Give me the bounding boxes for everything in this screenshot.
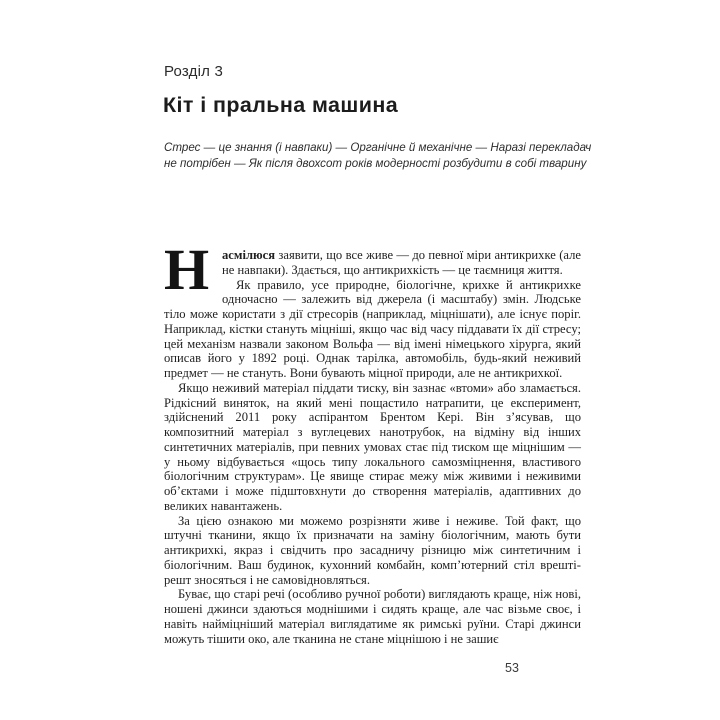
body-paragraph: Якщо неживий матеріал піддати тиску, він зазнає «втоми» або зламається. Рідкісний виняток, на який мені пощастило натрапити, це експеримент, здійснений 2011 року аспірантом Брентом Кері. Він з’ясував, що композитний матеріал з вуглецевих нанотрубок, на відміну від інших синтетичних матеріалів, при певних умовах стає під тиском ще міцнішим — у ньому відбувається «щось типу локального самозміцнення, властивого біологічним структурам». Це явище стирає межу між живими і неживими об’єктами і може підштовхнути до створення матеріалів, адаптивних до великих навантажень. <box>164 380 581 513</box>
body-paragraph: Як правило, усе природне, біологічне, крихке й антикрихке одночасно — залежить від джерела (і масштабу) змін. Людське тіло може користати з дії стресорів (наприклад, міцнішати), але існує поріг. Наприклад, кістки стануть міцніші, якщо час від часу піддавати їх дії стресу; цей механізм назвали законом Вольфа — від імені німецького хірурга, який описав його у 1892 році. Однак тарілка, автомобіль, будь-який неживий предмет — не стануть. Вони бувають міцної природи, але не антикрихкої. <box>164 277 581 380</box>
body-paragraph: Буває, що старі речі (особливо ручної роботи) виглядають краще, ніж нові, ношені джинси здаються моднішими і сидять краще, але час візьме своє, і навіть найміцніший матеріал виглядатиме як римські руїни. Старі джинси можуть тішити око, але тканина не стане міцнішою і не зашиє <box>164 587 581 646</box>
lead-bold-word: асмілюся <box>222 248 276 262</box>
drop-cap: Н <box>164 237 210 302</box>
page-number: 53 <box>505 661 519 675</box>
body-text <box>164 237 581 646</box>
body-paragraph: За цією ознакою ми можемо розрізняти живе і неживе. Той факт, що штучні тканини, якщо їх призначати на заміну біологічним, мають бути антикрихкі, якраз і свідчить про засадничу різницю між синтетичним і біологічним. Ваш будинок, кухонний комбайн, комп’ютерний стіл врешті-решт зносяться і не самовідновляться. <box>164 513 581 587</box>
chapter-subtitle: Стрес — це знання (і навпаки) — Органічне й механічне — Наразі перекладач не потрібен — Як після двохсот років модерності розбудити в собі тварину <box>164 141 592 170</box>
chapter-title: Кіт і пральна машина <box>163 93 399 117</box>
chapter-label: Розділ 3 <box>164 63 224 80</box>
lead-paragraph <box>164 237 581 302</box>
lead-paragraph-text: заявити, що все живе — до певної міри антикрихке (але не навпаки). Здається, що антикрихкість — це таємниця життя. <box>222 248 581 277</box>
